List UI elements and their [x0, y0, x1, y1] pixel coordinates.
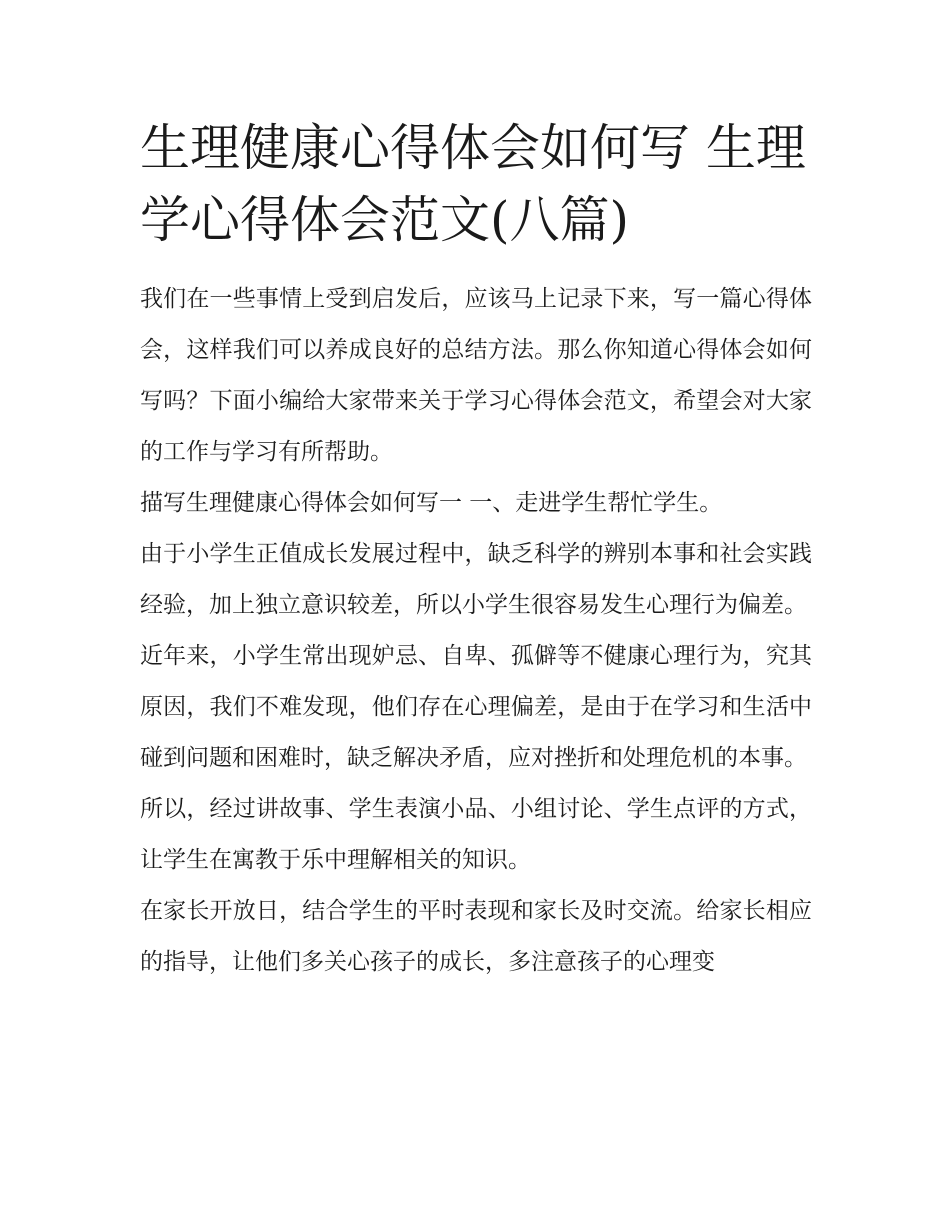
paragraph: 在家长开放日，结合学生的平时表现和家长及时交流。给家长相应的指导，让他们多关心孩子的成长，多注意孩子的心理变 — [140, 898, 812, 975]
paragraph: 所以，经过讲故事、学生表演小品、小组讨论、学生点评的方式，让学生在寓教于乐中理解相关的知识。 — [140, 796, 812, 873]
paragraph: 近年来，小学生常出现妒忌、自卑、孤僻等不健康心理行为，究其原因，我们不难发现，他们存在心理偏差，是由于在学习和生活中碰到问题和困难时，缺乏解决矛盾，应对挫折和处理危机的本事。 — [140, 643, 812, 771]
paragraph: 由于小学生正值成长发展过程中，缺乏科学的辨别本事和社会实践经验，加上独立意识较差，所以小学生很容易发生心理行为偏差。 — [140, 541, 812, 618]
document-page — [140, 112, 812, 988]
document-title: 生理健康心得体会如何写 生理学心得体会范文(八篇) — [140, 119, 806, 249]
document-body — [140, 274, 812, 988]
paragraph-section-heading: 描写生理健康心得体会如何写一 一、走进学生帮忙学生。 — [140, 490, 723, 516]
paragraph-intro: 我们在一些事情上受到启发后，应该马上记录下来，写一篇心得体会，这样我们可以养成良好的总结方法。那么你知道心得体会如何写吗？下面小编给大家带来关于学习心得体会范文，希望会对大家的工作与学习有所帮助。 — [140, 286, 812, 465]
